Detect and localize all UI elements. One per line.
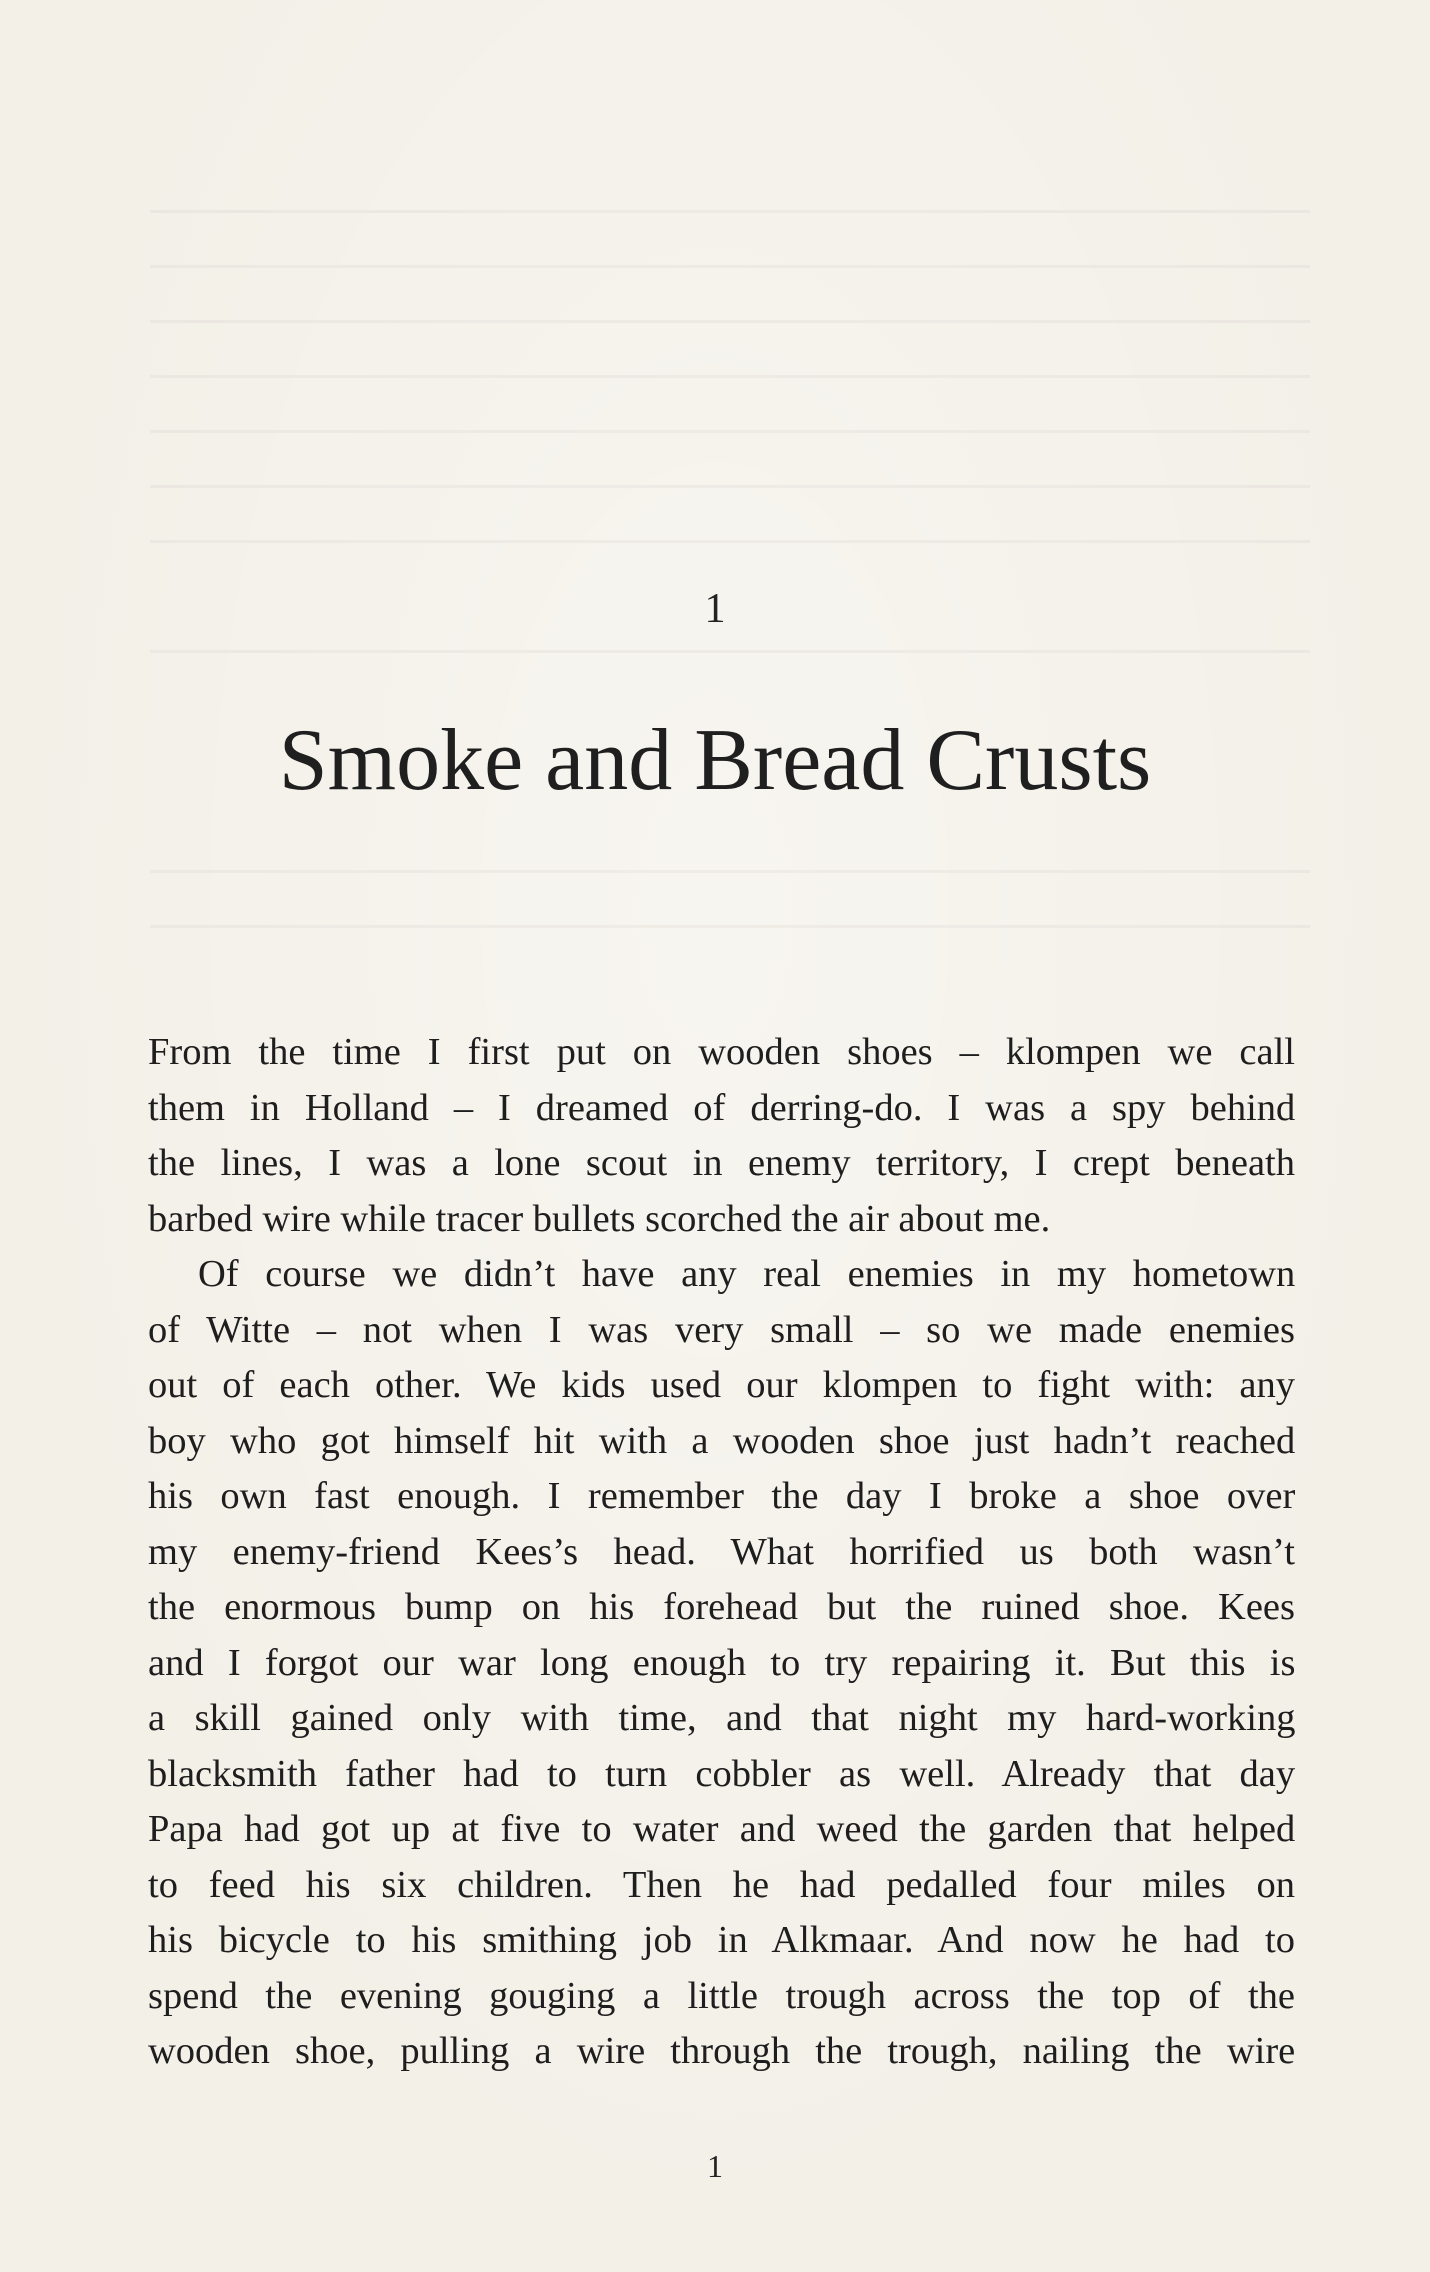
text-line: out of each other. We kids used our klompen to fight with: any [148, 1364, 1295, 1406]
chapter-number: 1 [704, 586, 726, 632]
bleed-through-line [150, 925, 1310, 928]
paragraph [148, 1247, 1295, 2080]
text-line: barbed wire while tracer bullets scorched the air about me. [148, 1197, 1051, 1240]
text-line: boy who got himself hit with a wooden shoe just hadn’t reached [148, 1419, 1296, 1462]
bleed-through-line [150, 320, 1310, 323]
text-line: and I forgot our war long enough to try repairing it. But this is [148, 1641, 1296, 1684]
text-line: his bicycle to his smithing job in Alkmaar. And now he had to [148, 1919, 1295, 1961]
text-line: them in Holland – I dreamed of derring-do. I was a spy behind [148, 1086, 1296, 1129]
bleed-through-line [150, 210, 1310, 213]
text-line: Papa had got up at five to water and weed the garden that helped [148, 1808, 1296, 1850]
text-line: the enormous bump on his forehead but the ruined shoe. Kees [148, 1586, 1295, 1628]
paragraph [148, 1025, 1295, 1247]
text-line: to feed his six children. Then he had pedalled four miles on [148, 1863, 1295, 1906]
text-line: wooden shoe, pulling a wire through the trough, nailing the wire [148, 2030, 1296, 2072]
chapter-title: Smoke and Bread Crusts [278, 712, 1152, 809]
body-text [148, 1025, 1295, 2080]
text-line: of Witte – not when I was very small – so we made enemies [148, 1308, 1295, 1351]
text-line: the lines, I was a lone scout in enemy territory, I crept beneath [148, 1142, 1295, 1184]
text-line: From the time I first put on wooden shoes – klompen we call [148, 1031, 1295, 1073]
text-line: Of course we didn’t have any real enemies in my hometown [198, 1253, 1296, 1295]
text-line: blacksmith father had to turn cobbler as well. Already that day [148, 1752, 1296, 1795]
bleed-through-line [150, 430, 1310, 433]
page-number: 1 [707, 2148, 723, 2184]
bleed-through-line [150, 265, 1310, 268]
bleed-through-line [150, 870, 1310, 873]
bleed-through-line [150, 375, 1310, 378]
bleed-through-line [150, 485, 1310, 488]
bleed-through-line [150, 540, 1310, 543]
text-line: a skill gained only with time, and that night my hard-working [148, 1697, 1296, 1739]
text-line: my enemy-friend Kees’s head. What horrified us both wasn’t [148, 1530, 1295, 1573]
text-line: spend the evening gouging a little trough across the top of the [148, 1974, 1295, 2017]
text-line: his own fast enough. I remember the day I broke a shoe over [148, 1475, 1296, 1517]
bleed-through-line [150, 650, 1310, 653]
